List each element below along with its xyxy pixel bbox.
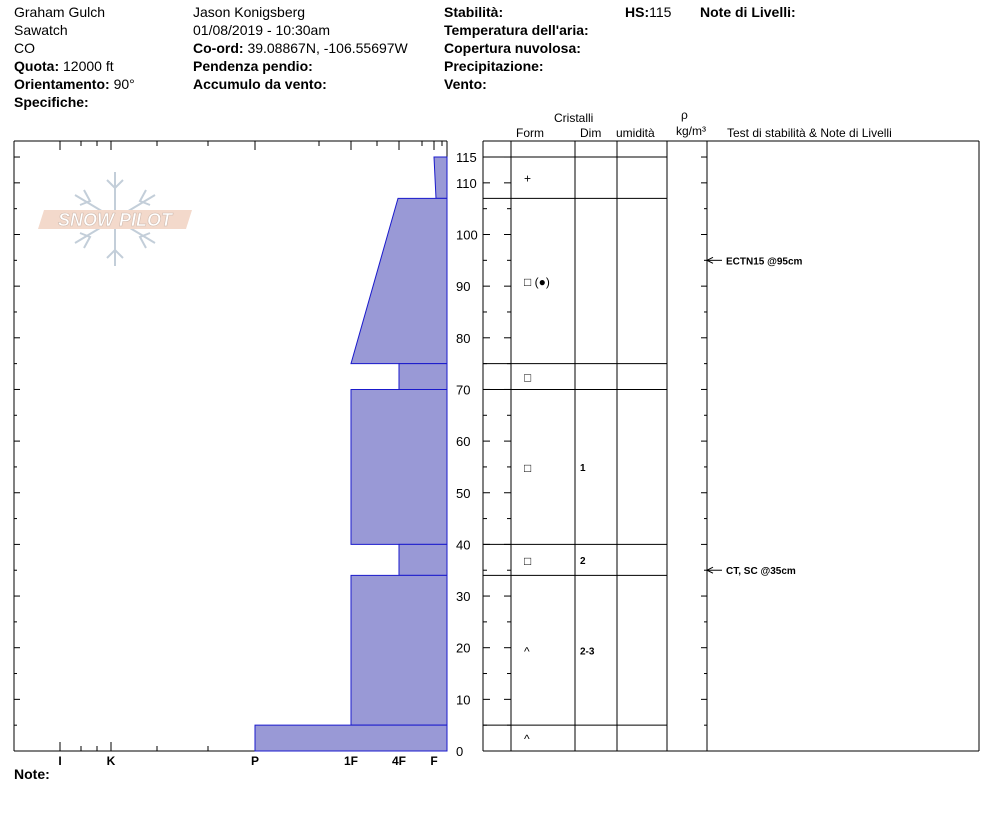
depth-tick-label: 70	[456, 382, 471, 398]
hardness-layer	[434, 157, 447, 198]
hardness-tick-label: I	[58, 754, 62, 768]
mountain-range: Sawatch	[14, 22, 68, 38]
snow-pilot-logo	[38, 172, 192, 266]
specifics-label: Specifiche:	[14, 94, 89, 110]
coord-value: 39.08867N, -106.55697W	[247, 40, 408, 56]
depth-tick-label: 30	[456, 589, 471, 605]
depth-tick-label: 0	[456, 744, 464, 759]
hardness-layer	[255, 725, 447, 751]
depth-tick-label: 60	[456, 434, 471, 450]
hardness-tick-label: F	[430, 754, 438, 768]
stability-label: Stabilità:	[444, 4, 504, 20]
layer-grain-size: 1	[580, 462, 586, 474]
stability-test-label: CT, SC @35cm	[726, 566, 796, 578]
hardness-tick-label: 1F	[343, 754, 359, 768]
hardness-layer	[351, 575, 447, 725]
stability-tests-header: Test di stabilità & Note di Livelli	[727, 126, 892, 140]
layer-grain-form-icon: ^	[524, 732, 530, 747]
wind-loading-label: Accumulo da vento:	[193, 76, 327, 92]
layer-grain-form-icon: □	[524, 460, 532, 475]
stability-test-label: ECTN15 @95cm	[726, 256, 803, 268]
hardness-layer	[351, 198, 447, 363]
rho-header: ρ	[681, 108, 688, 122]
layer-grain-form-icon: ^	[524, 644, 530, 659]
notes-label: Note:	[14, 766, 50, 782]
logo-text: SNOW PILOT	[58, 210, 172, 230]
aspect-value: 90°	[113, 76, 135, 92]
layer-grain-size: 2	[580, 555, 586, 567]
depth-tick-label: 20	[456, 640, 471, 656]
moisture-header: umidità	[616, 126, 655, 140]
air-temp-label: Temperatura dell'aria:	[444, 22, 589, 38]
depth-tick-label: 90	[456, 279, 471, 295]
depth-tick-label: 80	[456, 330, 471, 346]
precipitation-label: Precipitazione:	[444, 58, 544, 74]
depth-tick-label: 10	[456, 692, 471, 708]
depth-tick-label: 100	[456, 227, 478, 243]
slope-label: Pendenza pendio:	[193, 58, 313, 74]
wind-label: Vento:	[444, 76, 487, 92]
state: CO	[14, 40, 35, 56]
depth-tick-label: 110	[456, 175, 477, 191]
hardness-layer	[351, 389, 447, 544]
location-name: Graham Gulch	[14, 4, 106, 20]
layer-grain-form-icon: □	[524, 370, 532, 385]
hardness-layer	[399, 544, 447, 575]
hardness-tick-label: K	[106, 754, 116, 768]
size-header: Dim	[580, 126, 602, 140]
form-header: Form	[516, 126, 544, 140]
hardness-tick-label: 4F	[391, 754, 407, 768]
crystals-header: Cristalli	[554, 111, 594, 125]
depth-tick-label: 40	[456, 537, 471, 553]
layer-notes-label: Note di Livelli:	[700, 4, 796, 20]
layer-grain-form-icon: □ (●)	[524, 274, 550, 289]
layer-grain-form-icon: □	[524, 553, 532, 568]
elevation-value: 12000 ft	[63, 58, 114, 74]
aspect-label: Orientamento:	[14, 76, 110, 92]
hardness-tick-label: P	[250, 754, 260, 768]
depth-tick-label: 115	[456, 150, 477, 166]
observation-datetime: 01/08/2019 - 10:30am	[193, 22, 330, 38]
density-unit-header: kg/m³	[676, 124, 706, 138]
cloud-cover-label: Copertura nuvolosa:	[444, 40, 581, 56]
hardness-layer	[399, 364, 447, 390]
depth-tick-label: 50	[456, 485, 471, 501]
hs-value: 115	[649, 4, 672, 20]
observer-name: Jason Konigsberg	[193, 4, 306, 20]
layer-grain-form-icon: +	[524, 171, 532, 186]
hs-label: HS:	[625, 4, 650, 20]
elevation-label: Quota:	[14, 58, 60, 74]
coord-label: Co-ord:	[193, 40, 244, 56]
layer-grain-size: 2-3	[580, 646, 595, 658]
